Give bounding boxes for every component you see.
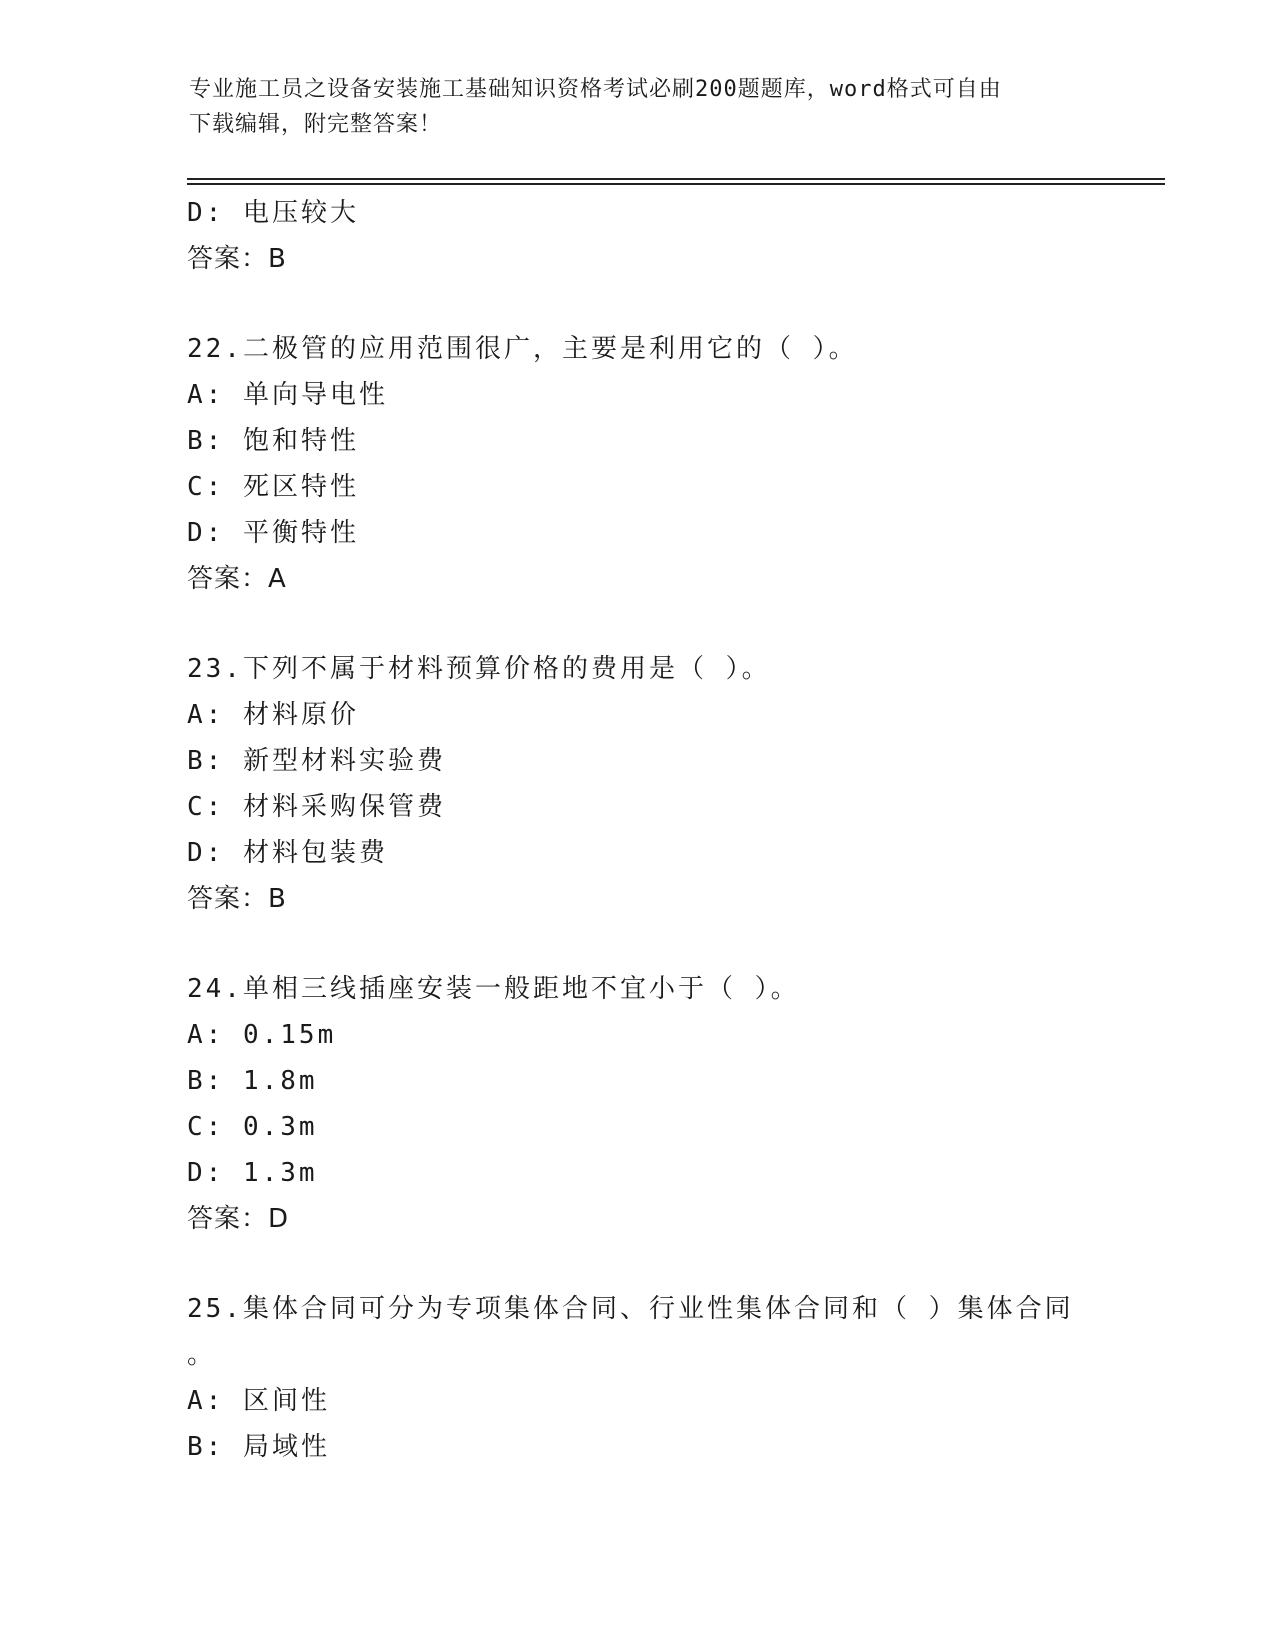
question-stem: 22.二极管的应用范围很广，主要是利用它的（ ）。	[187, 334, 858, 364]
header-divider-top	[187, 178, 1165, 180]
question-23	[187, 646, 1167, 922]
question-stem-continuation: 。	[187, 1340, 217, 1370]
option-c: C: 材料采购保管费	[187, 792, 446, 822]
spacer	[187, 922, 1167, 966]
question-22	[187, 326, 1167, 602]
document-header	[189, 72, 1089, 142]
question-stem: 25.集体合同可分为专项集体合同、行业性集体合同和（ ）集体合同	[187, 1294, 1074, 1324]
option-d: D: 电压较大	[187, 198, 359, 228]
spacer	[187, 282, 1167, 326]
option-a: A: 0.15m	[187, 1020, 337, 1050]
question-stem: 23.下列不属于材料预算价格的费用是（ ）。	[187, 654, 771, 684]
header-line-2: 下载编辑，附完整答案！	[189, 112, 443, 137]
answer-line: 答案：D	[187, 1204, 290, 1234]
question-list	[187, 190, 1167, 1470]
answer-line: 答案：B	[187, 884, 287, 914]
option-c: C: 0.3m	[187, 1112, 318, 1142]
option-d: D: 平衡特性	[187, 518, 359, 548]
answer-line: 答案：A	[187, 564, 287, 594]
option-b: B: 局域性	[187, 1432, 330, 1462]
question-24	[187, 966, 1167, 1242]
previous-question-tail	[187, 190, 1167, 282]
option-d: D: 材料包装费	[187, 838, 388, 868]
option-b: B: 饱和特性	[187, 426, 359, 456]
option-a: A: 材料原价	[187, 700, 359, 730]
spacer	[187, 1242, 1167, 1286]
question-25	[187, 1286, 1167, 1470]
spacer	[187, 602, 1167, 646]
answer-line: 答案：B	[187, 244, 287, 274]
option-a: A: 单向导电性	[187, 380, 388, 410]
option-b: B: 新型材料实验费	[187, 746, 446, 776]
question-stem: 24.单相三线插座安装一般距地不宜小于（ ）。	[187, 974, 800, 1004]
header-line-1: 专业施工员之设备安装施工基础知识资格考试必刷200题题库，word格式可自由	[189, 77, 1002, 102]
option-d: D: 1.3m	[187, 1158, 318, 1188]
option-a: A: 区间性	[187, 1386, 330, 1416]
option-b: B: 1.8m	[187, 1066, 318, 1096]
option-c: C: 死区特性	[187, 472, 359, 502]
header-divider-bottom	[187, 183, 1165, 185]
